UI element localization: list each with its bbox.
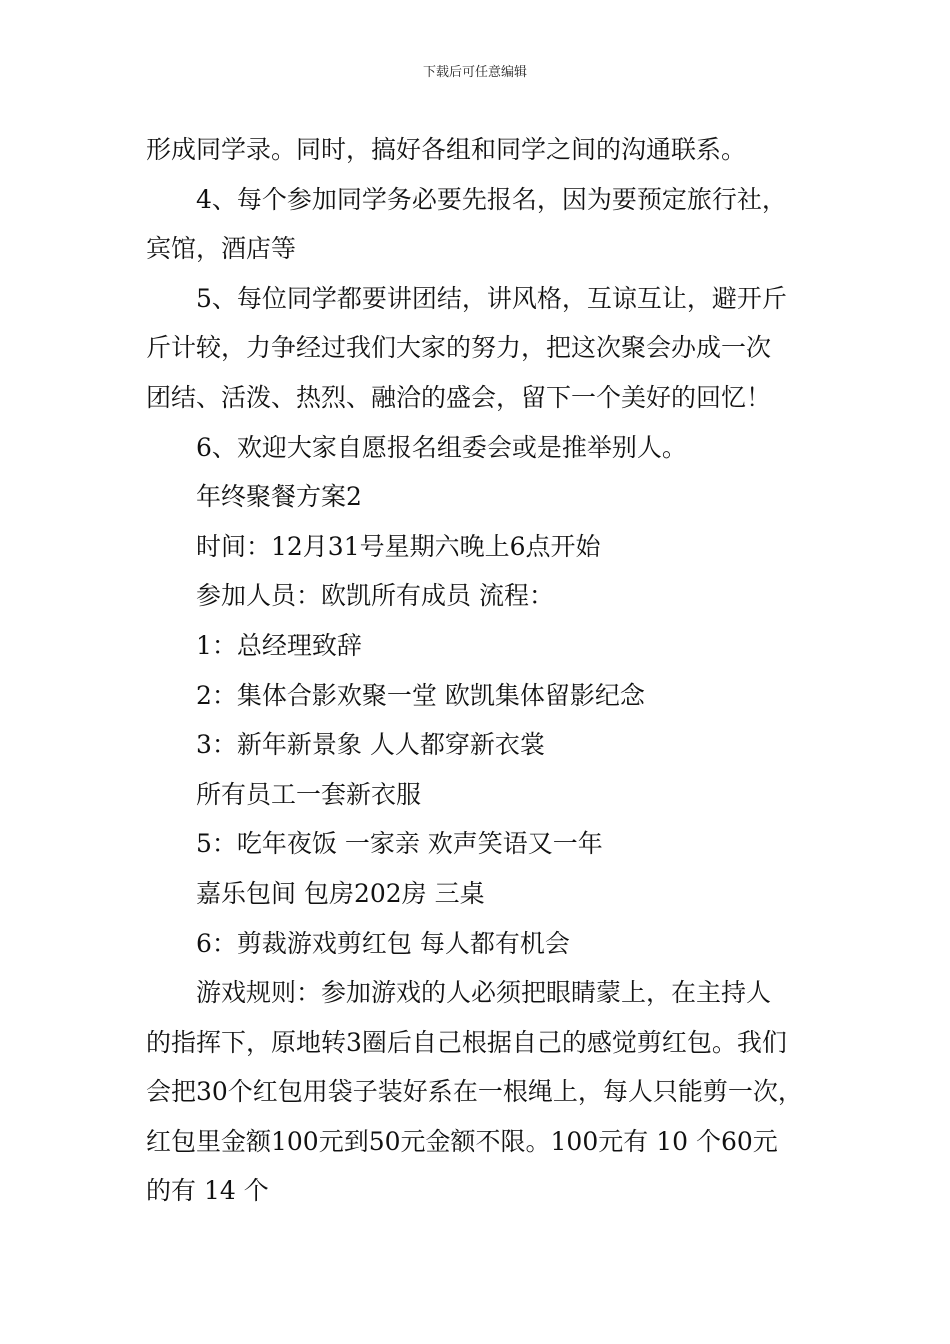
text-line: 6、欢迎大家自愿报名组委会或是推举别人。: [196, 432, 687, 462]
text-line: 的指挥下，原地转3圈后自己根据自己的感觉剪红包。我们: [146, 1027, 787, 1057]
text-line: 6：剪裁游戏剪红包 每人都有机会: [196, 928, 570, 958]
text-line: 时间：12月31号星期六晚上6点开始: [196, 531, 601, 561]
text-line: 2：集体合影欢聚一堂 欧凯集体留影纪念: [196, 680, 645, 710]
document-body: [146, 125, 836, 1216]
text-line: 5、每位同学都要讲团结，讲风格，互谅互让，避开斤: [196, 283, 787, 313]
text-line: 3：新年新景象 人人都穿新衣裳: [196, 730, 545, 760]
text-line: 红包里金额100元到50元金额不限。100元有 10 个60元: [146, 1126, 778, 1156]
section-title: 年终聚餐方案2: [196, 482, 362, 512]
text-line: 会把30个红包用袋子装好系在一根绳上，每人只能剪一次，: [146, 1077, 803, 1107]
text-line: 所有员工一套新衣服: [196, 779, 422, 809]
text-line: 的有 14 个: [146, 1176, 269, 1206]
page-header-note: 下载后可任意编辑: [422, 65, 527, 80]
text-line: 游戏规则：参加游戏的人必须把眼睛蒙上，在主持人: [196, 978, 772, 1008]
text-line: 1：总经理致辞: [196, 630, 362, 660]
text-line: 嘉乐包间 包房202房 三桌: [196, 878, 485, 908]
text-line: 宾馆，酒店等: [146, 234, 297, 264]
text-line: 团结、活泼、热烈、融洽的盛会，留下一个美好的回忆！: [146, 382, 772, 412]
text-line: 斤计较，力争经过我们大家的努力，把这次聚会办成一次: [146, 333, 772, 363]
text-line: 5：吃年夜饭 一家亲 欢声笑语又一年: [196, 829, 603, 859]
text-line: 形成同学录。同时，搞好各组和同学之间的沟通联系。: [146, 135, 747, 164]
text-line: 4、每个参加同学务必要先报名，因为要预定旅行社，: [196, 184, 787, 214]
text-line: 参加人员：欧凯所有成员 流程：: [196, 581, 554, 611]
